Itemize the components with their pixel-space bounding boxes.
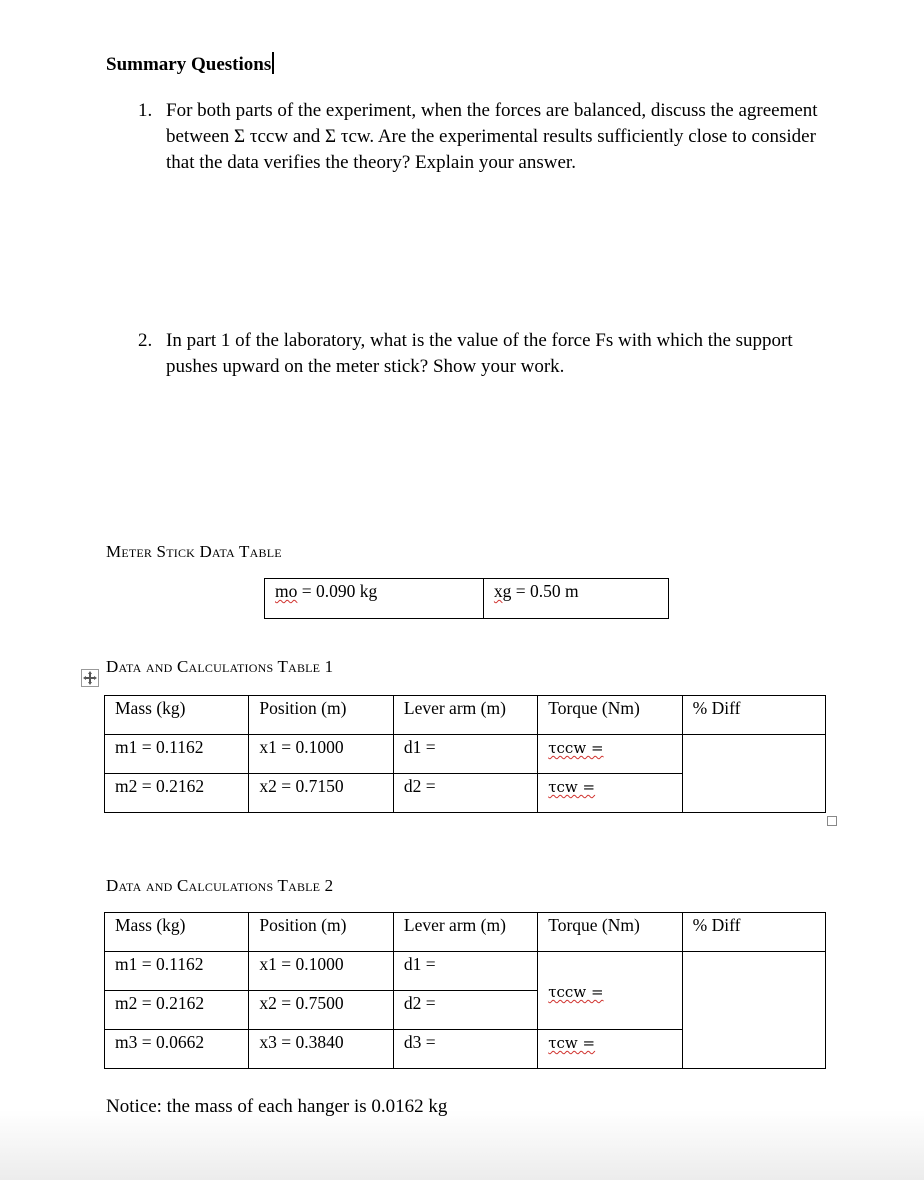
- header-cell[interactable]: Mass (kg): [105, 696, 249, 735]
- header-cell[interactable]: Mass (kg): [105, 913, 249, 952]
- meter-mass-cell[interactable]: [265, 579, 484, 619]
- lever-arm-cell[interactable]: d3 =: [393, 1030, 537, 1069]
- header-cell[interactable]: Position (m): [249, 913, 393, 952]
- lever-arm-cell[interactable]: d1 =: [393, 952, 537, 991]
- calculations-table-1: [104, 695, 826, 813]
- table-row: [105, 735, 826, 774]
- mass-value: = 0.090 kg: [301, 581, 378, 601]
- question-2: [138, 328, 846, 380]
- header-cell[interactable]: Lever arm (m): [393, 696, 537, 735]
- header-cell[interactable]: Torque (Nm): [538, 696, 682, 735]
- header-cell[interactable]: % Diff: [682, 913, 825, 952]
- mass-label: mo: [275, 581, 298, 601]
- question-number: 1.: [138, 100, 153, 121]
- lever-arm-cell[interactable]: d2 =: [393, 774, 537, 813]
- calculations-table-2: [104, 912, 826, 1069]
- hanger-mass-notice: Notice: the mass of each hanger is 0.0162 kg: [106, 1096, 448, 1117]
- table1-caption: Data and Calculations Table 1: [106, 657, 334, 676]
- torque-ccw-label: τccw =: [548, 983, 604, 1001]
- position-cell[interactable]: x2 = 0.7150: [249, 774, 393, 813]
- mass-cell[interactable]: m1 = 0.1162: [105, 735, 249, 774]
- percent-diff-cell[interactable]: [682, 735, 825, 813]
- position-cell[interactable]: x1 = 0.1000: [249, 735, 393, 774]
- mass-cell[interactable]: m1 = 0.1162: [105, 952, 249, 991]
- header-cell[interactable]: Torque (Nm): [538, 913, 682, 952]
- meter-xg-cell[interactable]: [483, 579, 668, 619]
- mass-cell[interactable]: m2 = 0.2162: [105, 774, 249, 813]
- header-cell[interactable]: Lever arm (m): [393, 913, 537, 952]
- text-cursor: [272, 52, 274, 74]
- question-text: For both parts of the experiment, when the forces are balanced, discuss the agreement between Σ τccw and Σ τcw. Are the experimental results sufficiently close to consider that the data verifies the theory? Explain your answer.: [166, 100, 818, 173]
- table-header-row: [105, 696, 826, 735]
- lever-arm-cell[interactable]: d1 =: [393, 735, 537, 774]
- question-text: In part 1 of the laboratory, what is the value of the force Fs with which the support pushes upward on the meter stick? Show your work.: [166, 330, 793, 377]
- meter-table-caption: Meter Stick Data Table: [106, 542, 282, 561]
- torque-cw-label: τcw =: [548, 1034, 596, 1052]
- question-1: [138, 98, 846, 176]
- mass-cell[interactable]: m2 = 0.2162: [105, 991, 249, 1030]
- torque-cw-cell[interactable]: [538, 1030, 682, 1069]
- header-cell[interactable]: % Diff: [682, 696, 825, 735]
- xg-value: = 0.50 m: [515, 581, 579, 601]
- mass-cell[interactable]: m3 = 0.0662: [105, 1030, 249, 1069]
- position-cell[interactable]: x3 = 0.3840: [249, 1030, 393, 1069]
- header-cell[interactable]: Position (m): [249, 696, 393, 735]
- table-move-handle-icon[interactable]: [81, 669, 99, 687]
- window-bottom-shade: [0, 1110, 924, 1180]
- xg-label: xg: [493, 581, 512, 601]
- torque-ccw-cell[interactable]: [538, 952, 682, 1030]
- table-header-row: [105, 913, 826, 952]
- torque-cell[interactable]: [538, 774, 682, 813]
- position-cell[interactable]: x1 = 0.1000: [249, 952, 393, 991]
- table-row: [105, 952, 826, 991]
- table-resize-handle[interactable]: [827, 816, 837, 826]
- torque-cw-label: τcw =: [548, 778, 596, 796]
- percent-diff-cell[interactable]: [682, 952, 825, 1069]
- table2-caption: Data and Calculations Table 2: [106, 876, 334, 895]
- position-cell[interactable]: x2 = 0.7500: [249, 991, 393, 1030]
- torque-ccw-label: τccw =: [548, 739, 604, 757]
- torque-cell[interactable]: [538, 735, 682, 774]
- question-number: 2.: [138, 330, 153, 351]
- lever-arm-cell[interactable]: d2 =: [393, 991, 537, 1030]
- summary-heading: Summary Questions: [106, 52, 274, 76]
- meter-stick-table: [264, 578, 669, 619]
